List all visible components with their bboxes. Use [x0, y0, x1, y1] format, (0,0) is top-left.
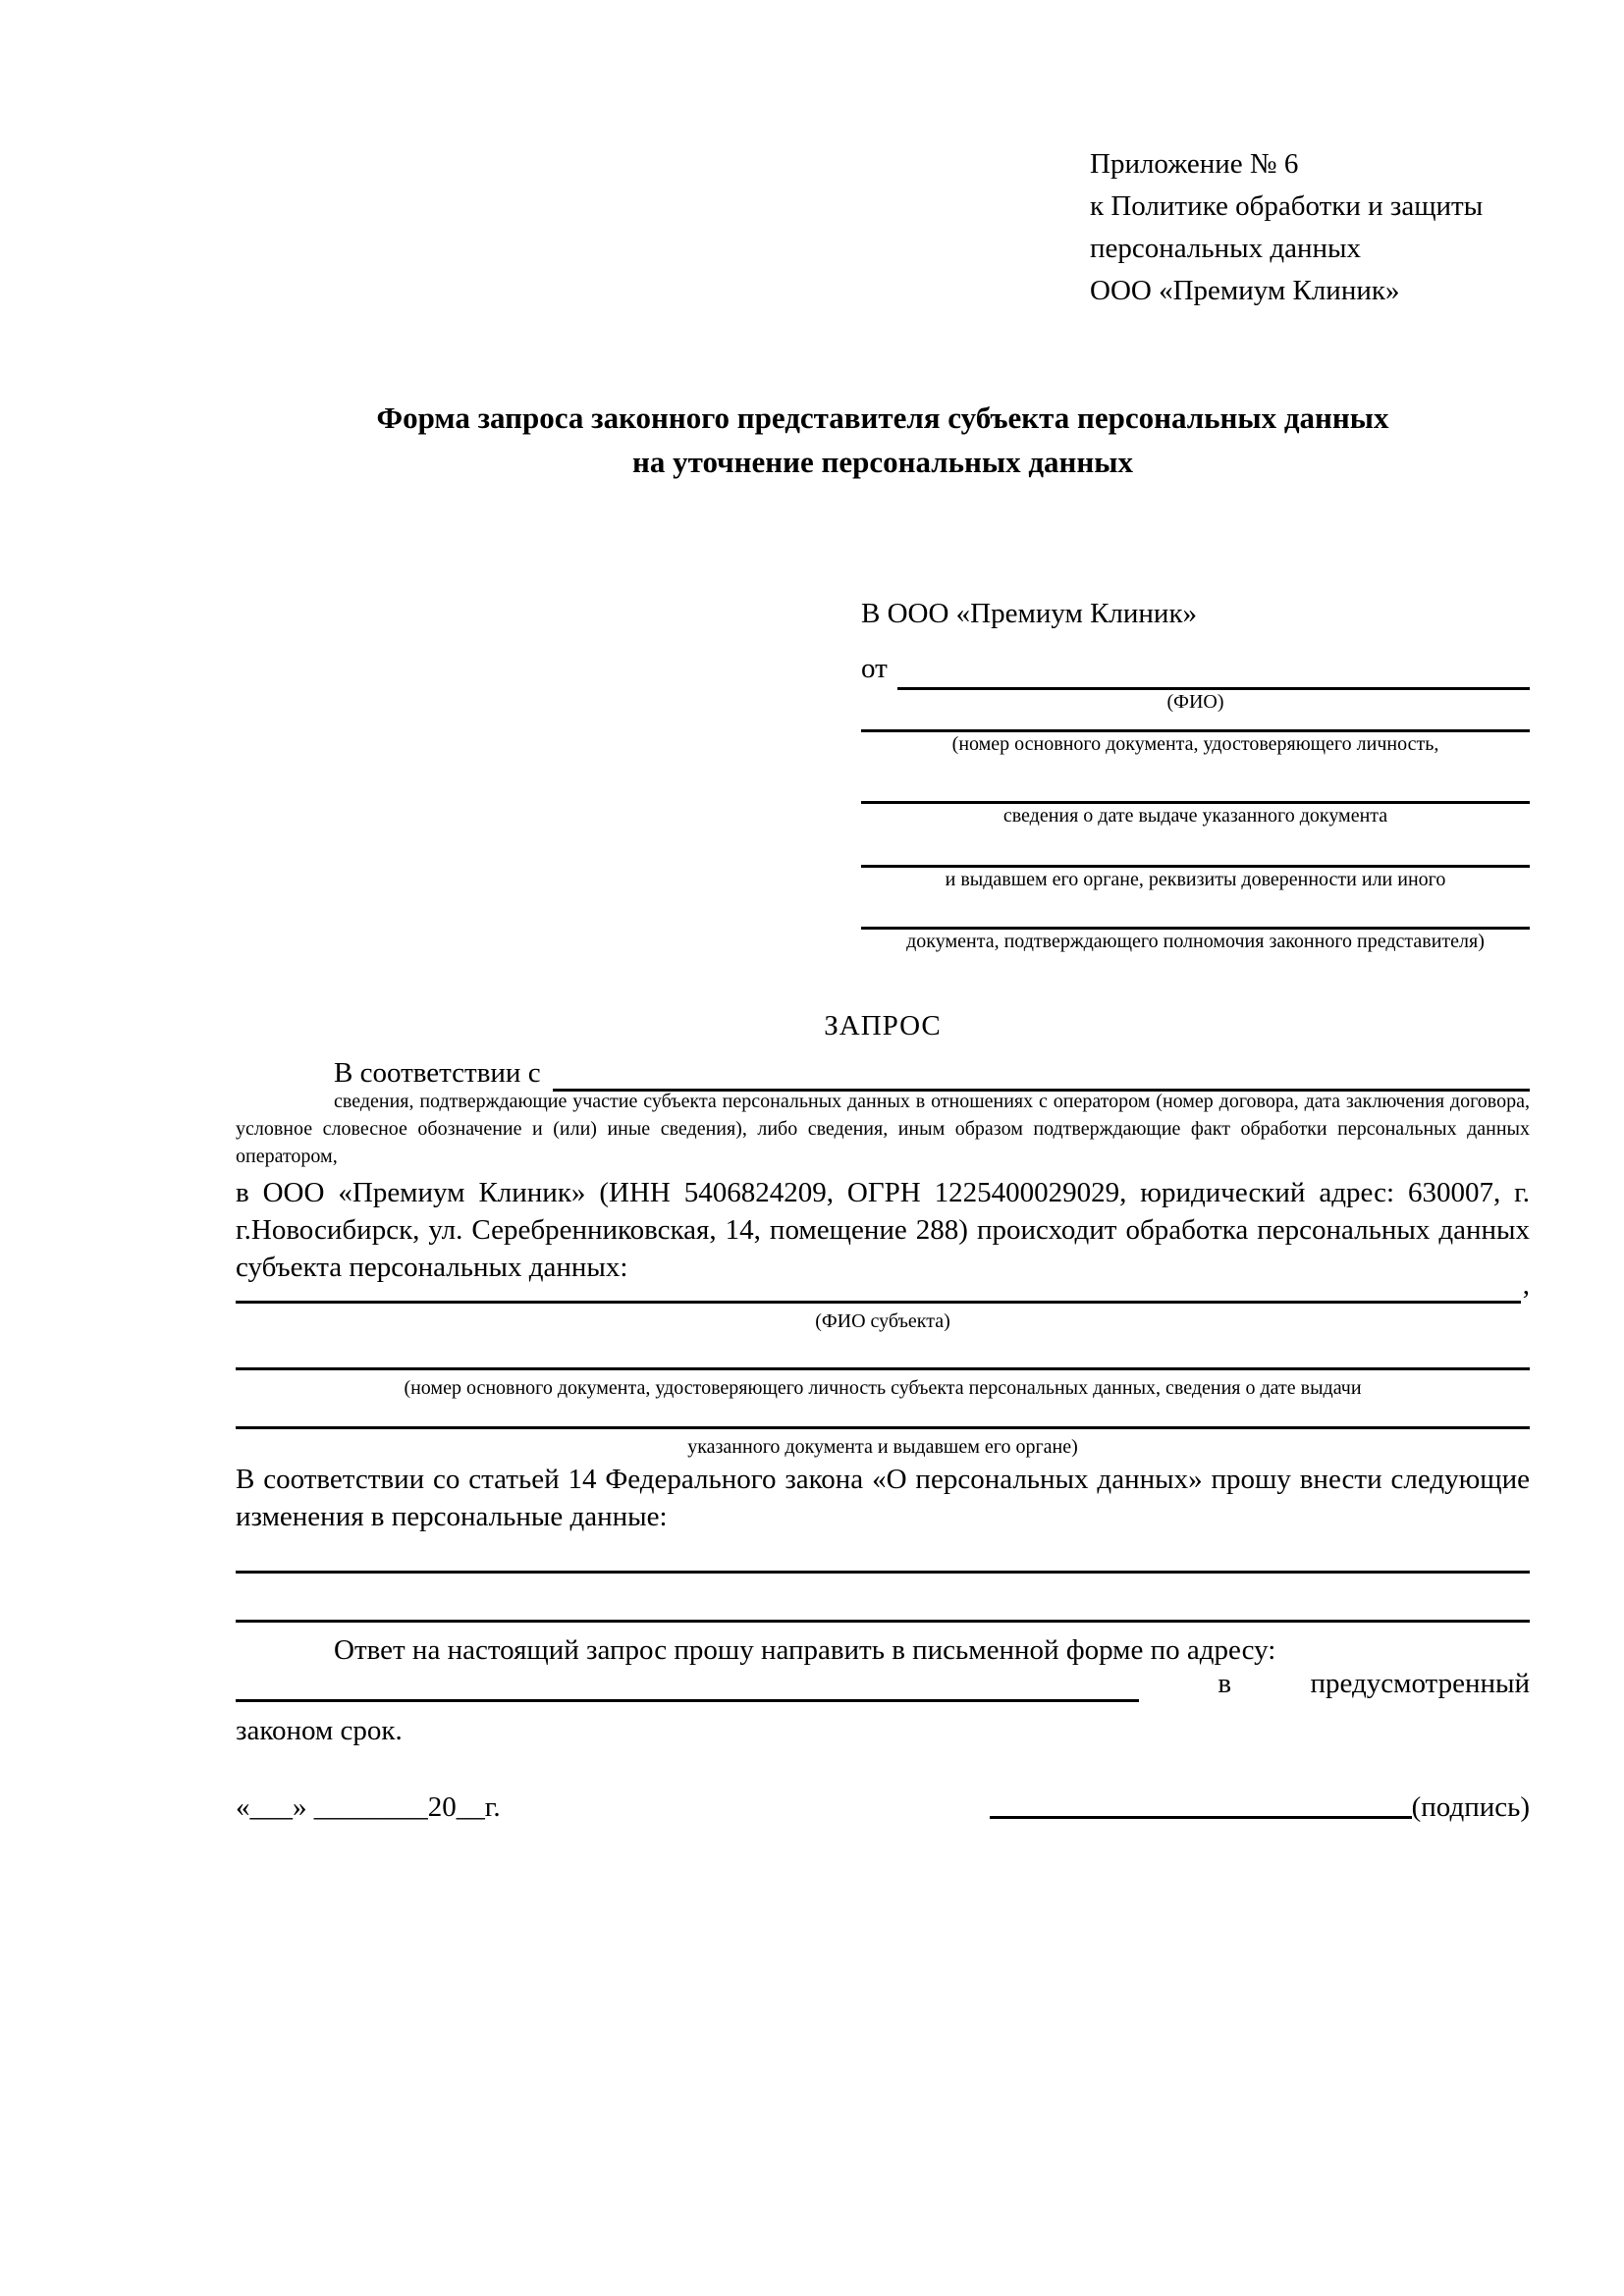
addressee-block — [861, 593, 1530, 953]
subject-doc-blank-line — [236, 1367, 1530, 1370]
representative-doc-caption: документа, подтверждающего полномочия законного представителя) — [906, 931, 1485, 952]
answer-paragraph: Ответ на настоящий запрос прошу направить в письменной форме по адресу: — [334, 1634, 1276, 1666]
annex-note-line: ООО «Премиум Клиник» — [1090, 275, 1400, 306]
annex-note-line: к Политике обработки и защиты — [1090, 190, 1484, 222]
annex-note-line: Приложение № 6 — [1090, 148, 1299, 180]
answer-word: в — [1218, 1668, 1232, 1699]
form-title-line: Форма запроса законного представителя субъекта персональных данных — [376, 400, 1389, 435]
law-paragraph: В соответствии со статьей 14 Федерального закона «О персональных данных» прошу внести следующие изменения в персональные данные: — [236, 1464, 1530, 1532]
subject-doc-caption: указанного документа и выдавшем его органе) — [687, 1436, 1078, 1458]
form-title — [236, 396, 1530, 484]
operator-paragraph: в ООО «Премиум Клиник» (ИНН 5406824209, ОГРН 1225400029029, юридический адрес: 630007, г. г.Новосибирск, ул. Серебренниковская, 14, помещение 288) происходит обработка персональных данных субъекта персональных данных: — [236, 1177, 1530, 1283]
date-line: «___» ________20__г. — [236, 1791, 501, 1823]
subject-doc-caption: (номер основного документа, удостоверяющего личность субъекта персональных данных, сведения о дате выдачи — [404, 1377, 1362, 1399]
answer-tail: законом срок. — [236, 1715, 403, 1746]
answer-word: предусмотренный — [1310, 1668, 1530, 1699]
from-label: от — [861, 653, 888, 684]
changes-blank-line — [236, 1620, 1530, 1623]
representative-doc-caption: (номер основного документа, удостоверяющего личность, — [951, 733, 1439, 755]
subject-fio-caption: (ФИО субъекта) — [815, 1310, 950, 1332]
footer-row — [236, 1789, 1530, 1826]
signature-caption: (подпись) — [1411, 1791, 1530, 1823]
representative-doc-caption: сведения о дате выдаче указанного документа — [1002, 805, 1388, 827]
representative-doc-caption: и выдавшем его органе, реквизиты доверенности или иного — [945, 869, 1446, 890]
annex-note — [1090, 143, 1483, 312]
signature-group — [990, 1789, 1530, 1826]
changes-blank-line — [236, 1571, 1530, 1574]
intro-prefix: В соответствии с — [334, 1057, 541, 1089]
basis-note: сведения, подтверждающие участие субъекта персональных данных в отношениях с оператором (номер договора, дата заключения договора, условное словесное обозначение и (или) иные сведения), либо сведения, иным образом подтверждающие факт обработки персональных данных оператором, — [236, 1091, 1530, 1167]
subject-doc-blank-line — [236, 1426, 1530, 1429]
addressee-organization: В ООО «Премиум Клиник» — [861, 598, 1198, 629]
subject-fio-row — [236, 1269, 1530, 1304]
signature-blank-line — [990, 1816, 1412, 1819]
intro-row — [236, 1048, 1530, 1092]
address-blank-line — [236, 1699, 1139, 1702]
answer-address-row — [236, 1668, 1530, 1702]
subject-fio-blank-line — [236, 1301, 1521, 1304]
subject-line-comma: , — [1522, 1269, 1530, 1301]
annex-note-line: персональных данных — [1090, 233, 1362, 264]
form-title-line: на уточнение персональных данных — [632, 445, 1133, 479]
caption-fio: (ФИО) — [1166, 691, 1224, 713]
request-heading: ЗАПРОС — [824, 1010, 942, 1041]
from-row — [861, 641, 1530, 690]
